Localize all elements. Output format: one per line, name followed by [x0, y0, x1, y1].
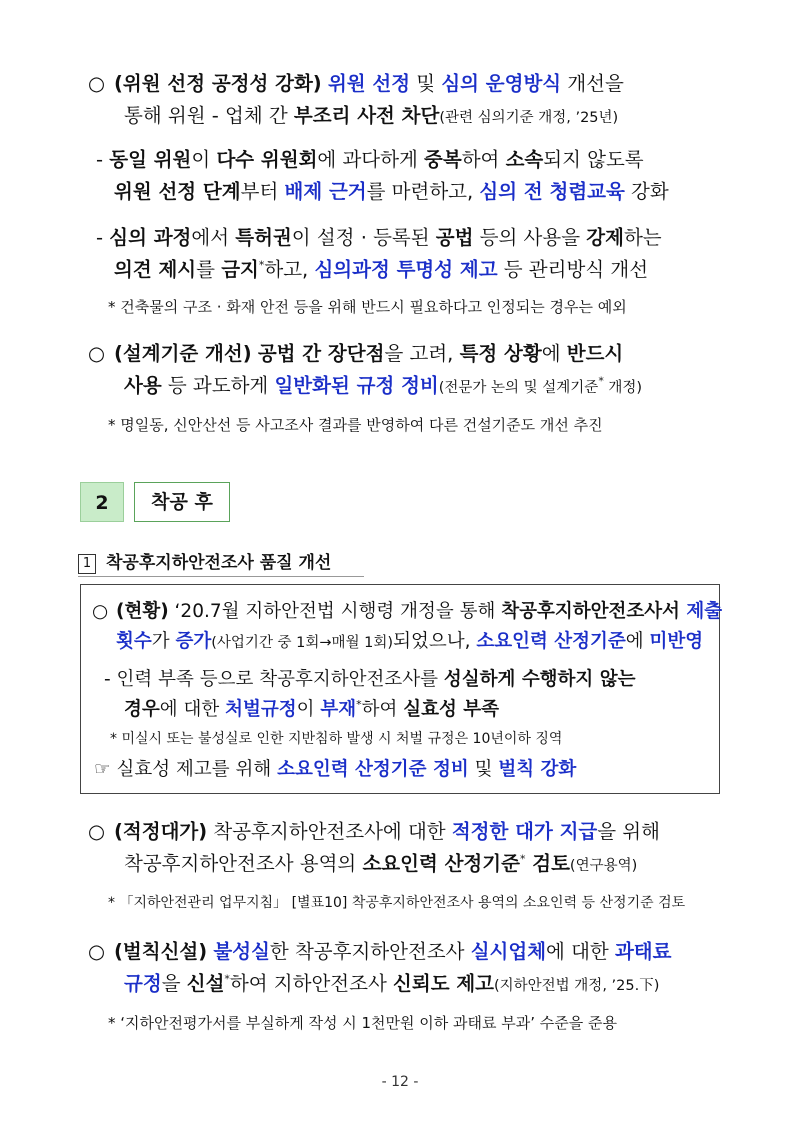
box-status-line1: ○ (현황) ‘20.7월 지하안전법 시행령 개정을 통해 착공후지하안전조사서 제출: [92, 598, 722, 626]
subsection-title: 착공후지하안전조사 품질 개선: [106, 553, 332, 573]
pointing-hand-icon: ☞: [94, 759, 111, 780]
bullet-circle: ○: [88, 820, 106, 843]
note-penalty-rule: * 미실시 또는 불성실로 인한 지반침하 발생 시 처벌 규정은 10년이하 징역: [110, 731, 563, 747]
note-guideline: * 「지하안전관리 업무지침」 [별표10] 착공후지하안전조사 용역의 소요인력 등 산정기준 검토: [108, 895, 686, 911]
para-duplicate-member-line2: 위원 선정 단계부터 배제 근거를 마련하고, 심의 전 청렴교육 강화: [114, 180, 669, 203]
para-design-standard-line2: 사용 등 과도하게 일반화된 규정 정비(전문가 논의 및 설계기준* 개정): [124, 374, 643, 397]
box-status-line2: 횟수가 증가(사업기간 중 1회→매월 1회)되었으나, 소요인력 산정기준에 미반영: [116, 631, 704, 652]
para-fair-price-line2: 착공후지하안전조사 용역의 소요인력 산정기준* 검토(연구용역): [124, 852, 638, 875]
subsection-heading: [78, 550, 331, 576]
para-patent-line2: 의견 제시를 금지*하고, 심의과정 투명성 제고 등 관리방식 개선: [114, 258, 649, 281]
para-design-standard-line1: ○ (설계기준 개선) 공법 간 장단점을 고려, 특정 상황에 반드시: [88, 340, 623, 368]
bullet-circle: ○: [88, 940, 106, 963]
note-patent-exception: * 건축물의 구조 · 화재 안전 등을 위해 반드시 필요하다고 인정되는 경우는 예외: [108, 298, 627, 316]
section-title: 착공 후: [134, 482, 230, 522]
subsection-number: 1: [78, 554, 96, 574]
para-duplicate-member-line1: - 동일 위원이 다수 위원회에 과다하게 중복하여 소속되지 않도록: [96, 148, 644, 171]
note-fine-standard: * ‘지하안전평가서를 부실하게 작성 시 1천만원 이하 과태료 부과’ 수준을 준용: [108, 1014, 617, 1032]
para-patent-line1: - 심의 과정에서 특허권이 설정 · 등록된 공법 등의 사용을 강제하는: [96, 226, 662, 249]
bullet-circle: ○: [88, 342, 106, 365]
note-accident-investigation: * 명일동, 신안산선 등 사고조사 결과를 반영하여 다른 건설기준도 개선 추진: [108, 416, 603, 434]
para-committee-fairness-line1: ○ (위원 선정 공정성 강화) 위원 선정 및 심의 운영방식 개선을: [88, 70, 624, 98]
box-conclusion: ☞ 실효성 제고를 위해 소요인력 산정기준 정비 및 벌칙 강화: [94, 759, 577, 780]
subsection-underline: [78, 576, 364, 577]
para-penalty-line2: 규정을 신설*하여 지하안전조사 신뢰도 제고(지하안전법 개정, ’25.下): [124, 972, 660, 995]
para-penalty-line1: ○ (벌칙신설) 불성실한 착공후지하안전조사 실시업체에 대한 과태료: [88, 938, 671, 966]
box-labor-shortage-line1: - 인력 부족 등으로 착공후지하안전조사를 성실하게 수행하지 않는: [104, 669, 636, 690]
section-number: 2: [80, 482, 124, 522]
bullet-circle: ○: [88, 72, 106, 95]
box-labor-shortage-line2: 경우에 대한 처벌규정이 부재*하여 실효성 부족: [124, 697, 500, 720]
para-committee-fairness-line2: 통해 위원 - 업체 간 부조리 사전 차단(관련 심의기준 개정, ’25년): [124, 104, 619, 127]
para-fair-price-line1: ○ (적정대가) 착공후지하안전조사에 대한 적정한 대가 지급을 위해: [88, 818, 660, 846]
page-number: - 12 -: [381, 1074, 419, 1090]
bullet-circle: ○: [92, 601, 109, 622]
